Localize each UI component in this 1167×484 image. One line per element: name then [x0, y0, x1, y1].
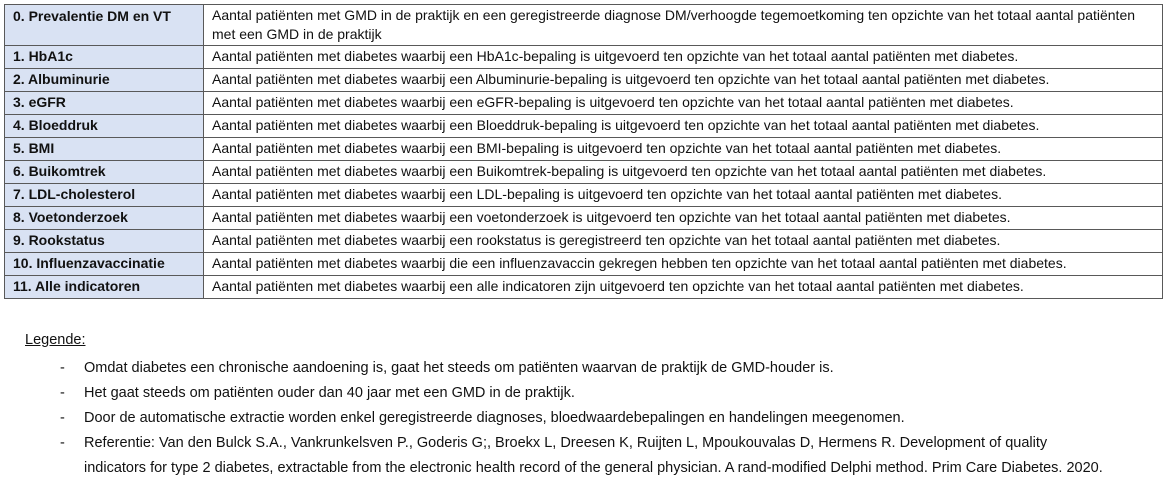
table-row [5, 230, 1163, 253]
indicator-label: 0. Prevalentie DM en VT [5, 5, 204, 46]
table-row [5, 276, 1163, 299]
legend-item-text: Omdat diabetes een chronische aandoening is, gaat het steeds om patiënten waarvan de praktijk de GMD-houder is. [84, 360, 834, 376]
indicator-description: Aantal patiënten met diabetes waarbij die een influenzavaccin gekregen hebben ten opzichte van het totaal aantal patiënten met diabetes. [204, 253, 1163, 276]
indicator-description: Aantal patiënten met diabetes waarbij een HbA1c-bepaling is uitgevoerd ten opzichte van het totaal aantal patiënten met diabetes. [204, 46, 1163, 69]
list-item [25, 431, 1145, 481]
indicator-label: 9. Rookstatus [5, 230, 204, 253]
list-item [25, 406, 1145, 431]
table-row [5, 138, 1163, 161]
indicator-label: 5. BMI [5, 138, 204, 161]
table-row [5, 115, 1163, 138]
indicator-description: Aantal patiënten met diabetes waarbij een alle indicatoren zijn uitgevoerd ten opzichte van het totaal aantal patiënten met diabetes. [204, 276, 1163, 299]
legend-section [25, 330, 1145, 481]
table-row [5, 207, 1163, 230]
table-row [5, 92, 1163, 115]
indicator-description: Aantal patiënten met diabetes waarbij een Albuminurie-bepaling is uitgevoerd ten opzichte van het totaal aantal patiënten met diabetes. [204, 69, 1163, 92]
dash-bullet: - [60, 435, 65, 451]
legend-title: Legende: [25, 332, 86, 348]
legend-item-text: Door de automatische extractie worden enkel geregistreerde diagnoses, bloedwaardebepalingen en handelingen meegenomen. [84, 410, 905, 426]
indicator-label: 11. Alle indicatoren [5, 276, 204, 299]
list-item [25, 356, 1145, 381]
indicator-label: 8. Voetonderzoek [5, 207, 204, 230]
indicator-label: 6. Buikomtrek [5, 161, 204, 184]
indicator-label: 3. eGFR [5, 92, 204, 115]
table-row [5, 46, 1163, 69]
indicator-label: 7. LDL-cholesterol [5, 184, 204, 207]
list-item [25, 381, 1145, 406]
indicator-description: Aantal patiënten met diabetes waarbij een BMI-bepaling is uitgevoerd ten opzichte van het totaal aantal patiënten met diabetes. [204, 138, 1163, 161]
table-row [5, 253, 1163, 276]
dash-bullet: - [60, 385, 65, 401]
indicator-label: 1. HbA1c [5, 46, 204, 69]
table-row [5, 69, 1163, 92]
indicator-description: Aantal patiënten met diabetes waarbij een Buikomtrek-bepaling is uitgevoerd ten opzichte van het totaal aantal patiënten met diabetes. [204, 161, 1163, 184]
indicator-description: Aantal patiënten met diabetes waarbij een voetonderzoek is uitgevoerd ten opzichte van het totaal aantal patiënten met diabetes. [204, 207, 1163, 230]
dash-bullet: - [60, 410, 65, 426]
table-row [5, 5, 1163, 46]
legend-item-text: Het gaat steeds om patiënten ouder dan 40 jaar met een GMD in de praktijk. [84, 385, 575, 401]
table-row [5, 161, 1163, 184]
legend-item-text: Referentie: Van den Bulck S.A., Vankrunkelsven P., Goderis G;, Broekx L, Dreesen K, Ruijten L, Mpoukouvalas D, Hermens R. Development of quality indicators for type 2 diabetes, extractable from the electronic health record of the general physician. A rand-modified Delphi method. Prim Care Diabetes. 2020. [84, 435, 1103, 476]
dash-bullet: - [60, 360, 65, 376]
indicator-description: Aantal patiënten met diabetes waarbij een LDL-bepaling is uitgevoerd ten opzichte van het totaal aantal patiënten met diabetes. [204, 184, 1163, 207]
indicator-label: 2. Albuminurie [5, 69, 204, 92]
table-row [5, 184, 1163, 207]
indicator-definitions-table [4, 4, 1163, 299]
indicator-label: 4. Bloeddruk [5, 115, 204, 138]
indicator-label: 10. Influenzavaccinatie [5, 253, 204, 276]
indicator-description: Aantal patiënten met GMD in de praktijk en een geregistreerde diagnose DM/verhoogde tegemoetkoming ten opzichte van het totaal aantal patiënten met een GMD in de praktijk [204, 5, 1163, 46]
indicator-description: Aantal patiënten met diabetes waarbij een rookstatus is geregistreerd ten opzichte van het totaal aantal patiënten met diabetes. [204, 230, 1163, 253]
indicator-description: Aantal patiënten met diabetes waarbij een Bloeddruk-bepaling is uitgevoerd ten opzichte van het totaal aantal patiënten met diabetes. [204, 115, 1163, 138]
indicator-description: Aantal patiënten met diabetes waarbij een eGFR-bepaling is uitgevoerd ten opzichte van het totaal aantal patiënten met diabetes. [204, 92, 1163, 115]
